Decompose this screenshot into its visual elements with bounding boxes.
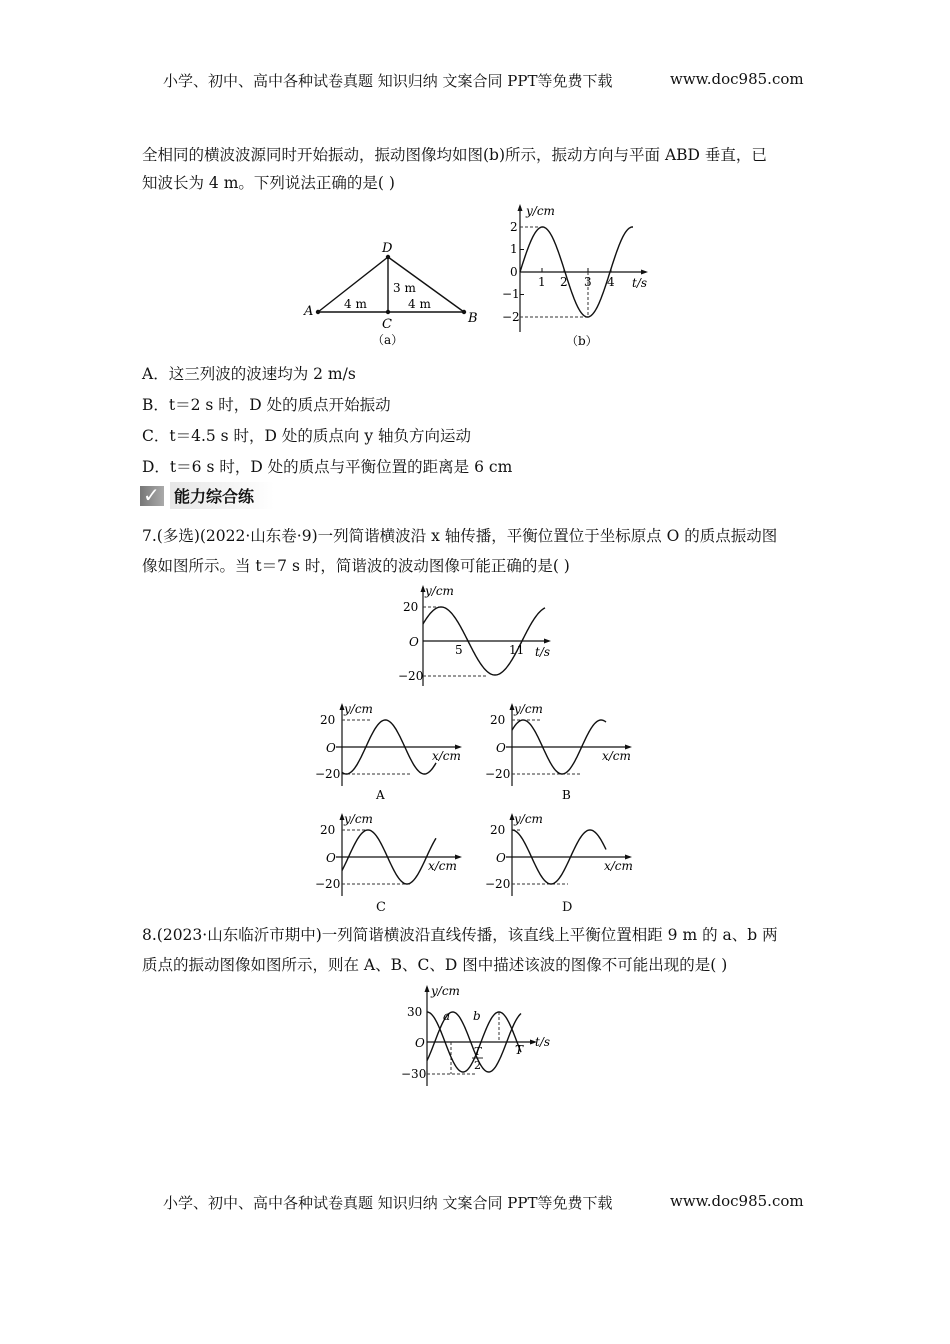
- q7-option-label-d: D: [562, 900, 573, 915]
- q7-option-graph-c: [310, 810, 480, 900]
- q6-figure-b: [500, 200, 660, 352]
- header-text: 小学、初中、高中各种试卷真题 知识归纳 文案合同 PPT等免费下载: [163, 72, 613, 90]
- footer-url[interactable]: www.doc985.com: [670, 1192, 804, 1210]
- q8-line1: 8.(2023·山东临沂市期中)一列简谐横波沿直线传播，该直线上平衡位置相距 9 m 的 a、b 两: [142, 926, 778, 944]
- svg-text:O: O: [326, 741, 336, 755]
- figb-xtick: 2: [560, 275, 568, 289]
- q6-line2: 知波长为 4 m。下列说法正确的是( ): [142, 174, 395, 192]
- caption-b: （b）: [566, 334, 598, 348]
- caption-a: （a）: [372, 333, 404, 347]
- figb-xlabel: t/s: [632, 276, 648, 290]
- svg-text:y/cm: y/cm: [344, 812, 373, 826]
- svg-text:x/cm: x/cm: [604, 859, 633, 873]
- svg-text:−20: −20: [315, 877, 341, 891]
- q8-graph: [395, 982, 565, 1090]
- q6-option-a: A．这三列波的波速均为 2 m/s: [142, 365, 356, 383]
- svg-text:x/cm: x/cm: [602, 749, 631, 763]
- q8-xlabel: t/s: [535, 1035, 551, 1049]
- q8-ylabel: y/cm: [431, 984, 460, 998]
- q8-curve-a: a: [443, 1009, 451, 1023]
- svg-text:O: O: [326, 851, 336, 865]
- figb-ylabel: y/cm: [526, 204, 555, 218]
- svg-text:20: 20: [320, 713, 336, 727]
- q8-line2: 质点的振动图像如图所示，则在 A、B、C、D 图中描述该波的图像不可能出现的是( ): [142, 956, 728, 974]
- q7-line1: 7.(多选)(2022·山东卷·9)一列简谐横波沿 x 轴传播，平衡位置位于坐标原点 O 的质点振动图: [142, 527, 778, 545]
- svg-text:x/cm: x/cm: [432, 749, 461, 763]
- q7-option-label-a: A: [376, 788, 385, 802]
- q6-figure-a: [296, 236, 486, 351]
- length-ac: 4 m: [344, 297, 367, 311]
- point-b-label: B: [468, 311, 478, 326]
- svg-text:20: 20: [320, 823, 336, 837]
- svg-text:20: 20: [490, 823, 506, 837]
- check-icon: ✓: [140, 486, 164, 506]
- svg-text:y/cm: y/cm: [514, 812, 543, 826]
- q7-ytop: 20: [403, 600, 419, 614]
- svg-text:y/cm: y/cm: [344, 702, 373, 716]
- footer-text: 小学、初中、高中各种试卷真题 知识归纳 文案合同 PPT等免费下载: [163, 1194, 613, 1212]
- point-a-label: A: [304, 304, 314, 319]
- q8-half-den: 2: [474, 1059, 481, 1072]
- figb-xtick: 1: [538, 275, 546, 289]
- figb-ytick: −1: [502, 287, 520, 301]
- q7-xtick-11: 11: [509, 643, 525, 657]
- svg-text:y/cm: y/cm: [514, 702, 543, 716]
- q7-line2: 像如图所示。当 t＝7 s 时，简谐波的波动图像可能正确的是( ): [142, 557, 570, 575]
- q7-option-label-c: C: [376, 900, 386, 915]
- length-cd: 3 m: [393, 281, 416, 295]
- svg-text:−20: −20: [315, 767, 341, 781]
- q6-option-d: D．t＝6 s 时，D 处的质点与平衡位置的距离是 6 cm: [142, 458, 513, 476]
- figb-ytick: 2: [510, 220, 518, 234]
- q8-ybot: −30: [401, 1067, 427, 1081]
- svg-text:20: 20: [490, 713, 506, 727]
- q7-ybot: −20: [398, 669, 424, 683]
- svg-text:x/cm: x/cm: [428, 859, 457, 873]
- q6-option-b: B．t＝2 s 时，D 处的质点开始振动: [142, 396, 391, 414]
- svg-text:−20: −20: [485, 877, 511, 891]
- figb-xtick: 3: [584, 275, 592, 289]
- q7-xtick-5: 5: [455, 643, 463, 657]
- svg-text:−20: −20: [485, 767, 511, 781]
- q8-origin: O: [415, 1036, 425, 1050]
- q8-ytop: 30: [407, 1005, 423, 1019]
- svg-text:O: O: [496, 741, 506, 755]
- q8-period: T: [515, 1043, 524, 1057]
- q7-option-label-b: B: [562, 788, 571, 802]
- svg-text:O: O: [496, 851, 506, 865]
- q7-ylabel: y/cm: [425, 584, 454, 598]
- section-title: 能力综合练: [170, 482, 274, 509]
- q8-curve-b: b: [473, 1009, 481, 1023]
- point-d-label: D: [382, 241, 393, 256]
- q8-half-num: T: [474, 1045, 482, 1058]
- point-c-label: C: [382, 317, 392, 332]
- section-header: [140, 482, 274, 509]
- figb-ytick: 1: [510, 242, 518, 256]
- q7-origin: O: [409, 635, 419, 649]
- figb-ytick: −2: [502, 310, 520, 324]
- q6-line1: 全相同的横波波源同时开始振动，振动图像均如图(b)所示，振动方向与平面 ABD 垂直，已: [142, 146, 767, 164]
- length-cb: 4 m: [408, 297, 431, 311]
- q7-option-graph-b: [480, 700, 650, 805]
- q7-option-graph-d: [480, 810, 650, 900]
- figb-ytick: 0: [510, 265, 518, 279]
- q7-main-graph: [395, 582, 565, 690]
- q6-option-c: C．t＝4.5 s 时，D 处的质点向 y 轴负方向运动: [142, 427, 472, 445]
- q7-option-graph-a: [310, 700, 480, 805]
- header-url[interactable]: www.doc985.com: [670, 70, 804, 88]
- q7-xlabel: t/s: [535, 645, 551, 659]
- figb-xtick: 4: [607, 275, 615, 289]
